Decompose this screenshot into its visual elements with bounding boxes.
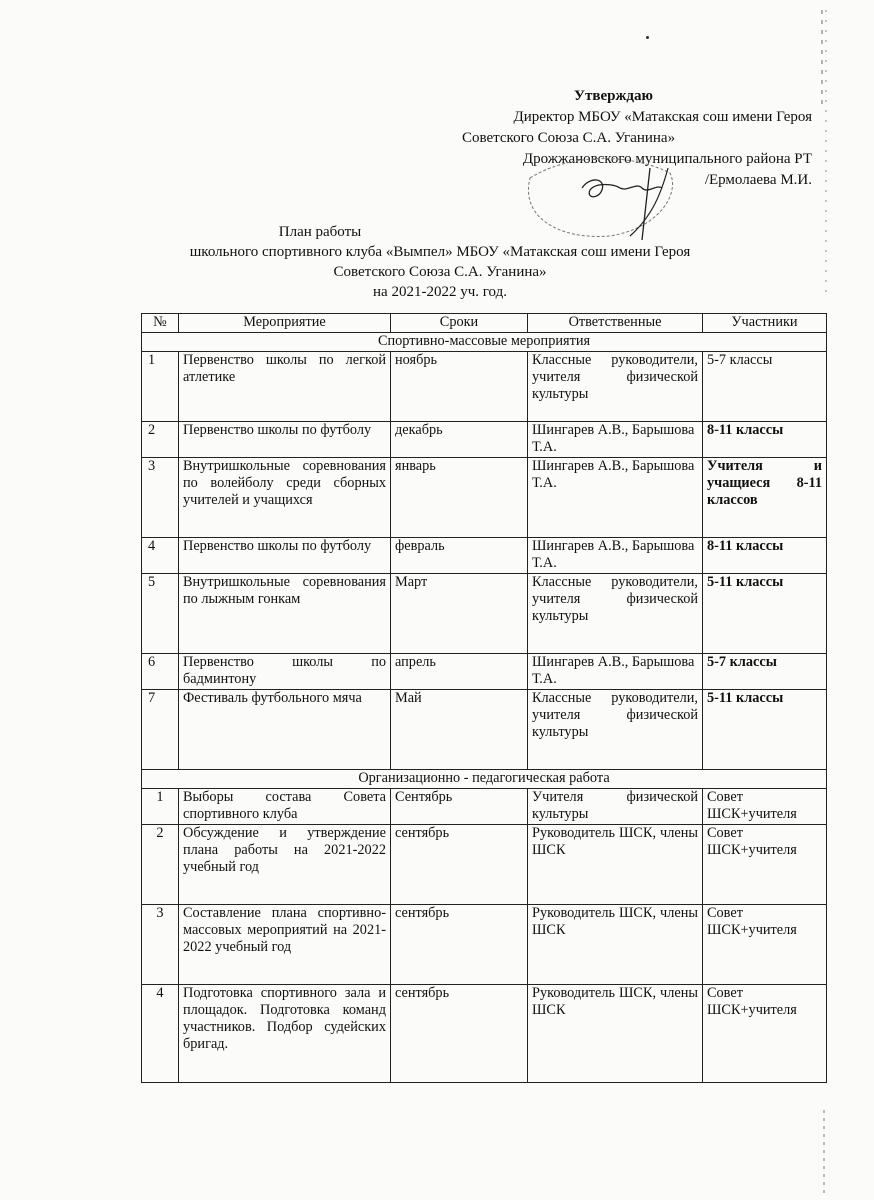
plan-table xyxy=(141,313,827,1083)
cell-date: февраль xyxy=(391,538,528,574)
cell-number: 5 xyxy=(142,574,179,654)
table-row xyxy=(142,654,827,690)
section-row xyxy=(142,333,827,352)
cell-event: Составление плана спортивно-массовых мероприятий на 2021-2022 учебный год xyxy=(179,905,391,985)
cell-number: 2 xyxy=(142,825,179,905)
table-row xyxy=(142,789,827,825)
cell-number: 4 xyxy=(142,538,179,574)
cell-participants: 5-7 классы xyxy=(703,352,827,422)
table-row xyxy=(142,458,827,538)
cell-participants: Совет ШСК+учителя xyxy=(703,985,827,1083)
cell-participants: Учителя и учащиеся 8-11 классов xyxy=(703,458,827,538)
cell-number: 6 xyxy=(142,654,179,690)
plan-title xyxy=(60,222,820,302)
table-row xyxy=(142,825,827,905)
cell-participants: Совет ШСК+учителя xyxy=(703,789,827,825)
cell-date: декабрь xyxy=(391,422,528,458)
cell-responsible: Классные руководители, учителя физической культуры xyxy=(528,352,703,422)
approval-line-2: Советского Союза С.А. Уганина» xyxy=(462,130,676,146)
cell-date: сентябрь xyxy=(391,825,528,905)
cell-date: сентябрь xyxy=(391,985,528,1083)
cell-event: Выборы состава Совета спортивного клуба xyxy=(179,789,391,825)
approval-line-4: /Ермолаева М.И. xyxy=(704,172,812,188)
cell-participants: 5-11 классы xyxy=(703,690,827,770)
header-date: Сроки xyxy=(391,314,528,333)
section-title: Организационно - педагогическая работа xyxy=(142,770,827,789)
table-row xyxy=(142,905,827,985)
plan-title-line-4: на 2021-2022 уч. год. xyxy=(373,284,507,300)
cell-number: 3 xyxy=(142,458,179,538)
table-row xyxy=(142,352,827,422)
cell-number: 1 xyxy=(142,789,179,825)
header-responsible: Ответственные xyxy=(528,314,703,333)
cell-date: сентябрь xyxy=(391,905,528,985)
plan-title-line-2: школьного спортивного клуба «Вымпел» МБОУ «Матакская сош имени Героя xyxy=(189,244,691,260)
table-row xyxy=(142,574,827,654)
cell-responsible: Руководитель ШСК, члены ШСК xyxy=(528,825,703,905)
cell-event: Первенство школы по футболу xyxy=(179,422,391,458)
cell-number: 4 xyxy=(142,985,179,1083)
cell-date: Март xyxy=(391,574,528,654)
cell-number: 7 xyxy=(142,690,179,770)
scan-edge-marks xyxy=(820,0,830,1200)
cell-event: Внутришкольные соревнования по лыжным гонкам xyxy=(179,574,391,654)
cell-event: Первенство школы по футболу xyxy=(179,538,391,574)
cell-responsible: Классные руководители, учителя физической культуры xyxy=(528,574,703,654)
cell-participants: Совет ШСК+учителя xyxy=(703,905,827,985)
table-row xyxy=(142,985,827,1083)
approval-heading: Утверждаю xyxy=(574,88,653,104)
cell-event: Первенство школы по легкой атлетике xyxy=(179,352,391,422)
cell-date: Сентябрь xyxy=(391,789,528,825)
cell-responsible: Шингарев А.В., Барышова Т.А. xyxy=(528,654,703,690)
header-event: Мероприятие xyxy=(179,314,391,333)
scan-speck xyxy=(646,36,649,39)
section-title: Спортивно-массовые мероприятия xyxy=(142,333,827,352)
section-row xyxy=(142,770,827,789)
cell-number: 2 xyxy=(142,422,179,458)
cell-event: Обсуждение и утверждение плана работы на 2021-2022 учебный год xyxy=(179,825,391,905)
cell-responsible: Руководитель ШСК, члены ШСК xyxy=(528,985,703,1083)
cell-responsible: Шингарев А.В., Барышова Т.А. xyxy=(528,422,703,458)
cell-participants: 8-11 классы xyxy=(703,422,827,458)
cell-responsible: Шингарев А.В., Барышова Т.А. xyxy=(528,538,703,574)
table-row xyxy=(142,422,827,458)
cell-date: январь xyxy=(391,458,528,538)
table-row xyxy=(142,690,827,770)
cell-event: Внутришкольные соревнования по волейболу среди сборных учителей и учащихся xyxy=(179,458,391,538)
cell-number: 3 xyxy=(142,905,179,985)
cell-event: Подготовка спортивного зала и площадок. Подготовка команд участников. Подбор судейских бригад. xyxy=(179,985,391,1083)
cell-event: Фестиваль футбольного мяча xyxy=(179,690,391,770)
header-participants: Участники xyxy=(703,314,827,333)
cell-date: апрель xyxy=(391,654,528,690)
cell-responsible: Классные руководители, учителя физической культуры xyxy=(528,690,703,770)
cell-participants: 5-7 классы xyxy=(703,654,827,690)
cell-event: Первенство школы по бадминтону xyxy=(179,654,391,690)
cell-responsible: Шингарев А.В., Барышова Т.А. xyxy=(528,458,703,538)
approval-line-1: Директор МБОУ «Матакская сош имени Героя xyxy=(513,109,812,125)
plan-title-line-1: План работы xyxy=(278,224,362,240)
approval-line-3: Дрожжановского муниципального района РТ xyxy=(522,151,812,167)
cell-participants: 5-11 классы xyxy=(703,574,827,654)
table-header-row xyxy=(142,314,827,333)
cell-participants: Совет ШСК+учителя xyxy=(703,825,827,905)
cell-responsible: Руководитель ШСК, члены ШСК xyxy=(528,905,703,985)
plan-title-line-3: Советского Союза С.А. Уганина» xyxy=(333,264,547,280)
cell-date: ноябрь xyxy=(391,352,528,422)
cell-date: Май xyxy=(391,690,528,770)
header-number: № xyxy=(142,314,179,333)
cell-participants: 8-11 классы xyxy=(703,538,827,574)
cell-responsible: Учителя физической культуры xyxy=(528,789,703,825)
cell-number: 1 xyxy=(142,352,179,422)
table-row xyxy=(142,538,827,574)
